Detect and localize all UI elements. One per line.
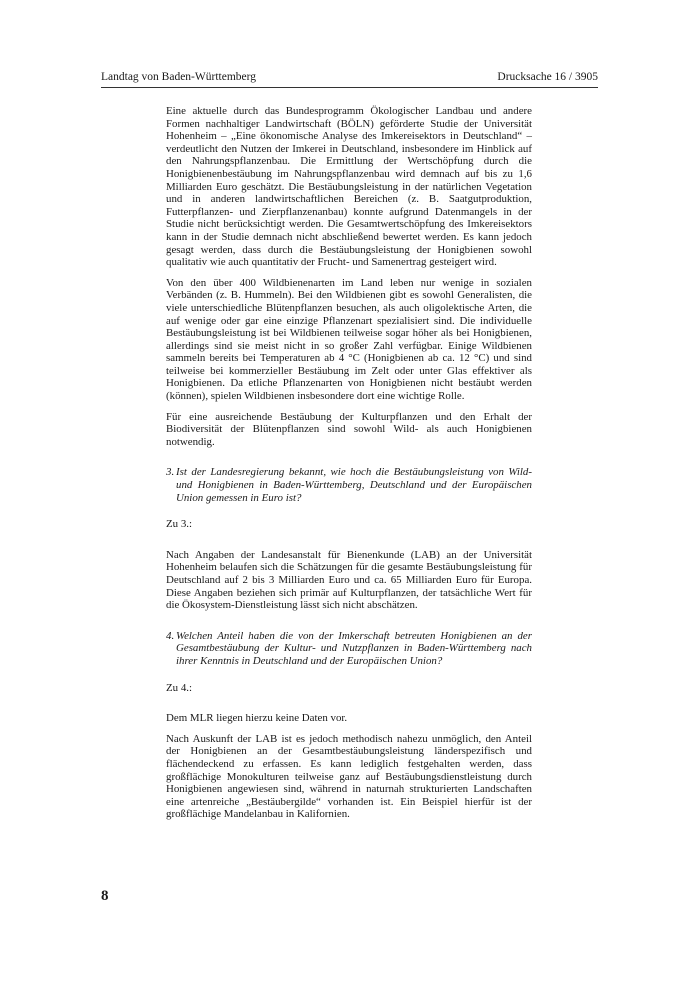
question-3-text: Ist der Landesregierung bekannt, wie hoch die Bestäubungsleistung von Wild- und Honigbienen in Baden-Württemberg, Deutschland und der Europäischen Union gemessen in Euro ist? bbox=[176, 466, 532, 504]
answer-4-text-2: Nach Auskunft der LAB ist es jedoch methodisch nahezu unmöglich, den Anteil der Honigbienen an der Gesamtbestäubungsleistung länderspezifisch und flächendeckend zu erfassen. Es kann lediglich festgehalten werden, dass großflächige Monokulturen teilweise ganz auf Bestäubungsdienstleistung durch Honigbienen angewiesen sind, während in naturnah strukturierten Landschaften eine artenreiche „Bestäubergilde“ vorhanden ist. Ein Beispiel hierfür ist der großflächige Mandelanbau in Kalifornien. bbox=[166, 732, 532, 821]
answer-4-heading: Zu 4.: bbox=[166, 681, 193, 694]
page-number: 8 bbox=[101, 888, 109, 904]
document-body bbox=[166, 105, 532, 829]
header-left: Landtag von Baden-Württemberg bbox=[101, 71, 256, 83]
paragraph-2: Von den über 400 Wildbienenarten im Land leben nur wenige in sozialen Verbänden (z. B. Hummeln). Bei den Wildbienen gibt es sowohl Generalisten, die viele unterschiedliche Blütenpflanzen besuchen, als auch oligolektische Arten, die auf wenige oder gar eine einzige Pflanzenart spezialisiert sind. Die individuelle Bestäubungsleistung ist bei Wildbienen teilweise sogar höher als bei Honigbienen, allerdings sind sie meist nicht in so großer Zahl verfügbar. Einige Wildbienen sammeln bereits bei Temperaturen ab 4 °C (Honigbienen ab ca. 12 °C) und sind teilweise bei kommerzieller Bestäubung im Zelt oder unter Glas effektiver als Honigbienen. Da etliche Pflanzenarten von Honigbienen nicht bestäubt werden (können), spielen Wildbienen insbesondere dort eine wichtige Rolle. bbox=[166, 276, 532, 403]
paragraph-1: Eine aktuelle durch das Bundesprogramm Ökologischer Landbau und andere Formen nachhaltiger Landwirtschaft (BÖLN) geförderte Studie der Universität Hohenheim – „Eine ökonomische Analyse des Imkereisektors in Deutschland“ – verdeutlicht den Nutzen der Imkerei in Deutschland, insbesondere im Hinblick auf den Nahrungspflanzenbau. Die Ermittlung der Wertschöpfung durch die Honigbienenbestäubung im Nahrungspflanzenbau wird demnach auf bis zu 1,6 Milliarden Euro geschätzt. Die Bestäubungsleistung in der natürlichen Vegetation und in anderen landwirtschaftlichen Bereichen (z. B. Saatgutproduktion, Futterpflanzen- und Zierpflanzenanbau) konnte aufgrund Datenmangels in der Studie nicht berücksichtigt werden. Die Gesamtwertschöpfung des Imkereisektors kann in der Studie demnach nicht abschließend bewertet werden. Es kann jedoch gesagt werden, dass durch die Bestäubungsleistung der Honigbienen sowohl qualitativ wie auch quantitativ der Frucht- und Samenertrag gesteigert wird. bbox=[166, 105, 532, 269]
answer-3-heading: Zu 3.: bbox=[166, 518, 193, 531]
question-4 bbox=[166, 630, 532, 668]
question-4-number: 4. bbox=[166, 629, 175, 642]
answer-3-text: Nach Angaben der Landesanstalt für Bienenkunde (LAB) an der Universität Hohenheim belaufen sich die Schätzungen für die gesamte Bestäubungsleistung für Deutschland auf 2 bis 3 Milliarden Euro und ca. 65 Milliarden Euro für Europa. Diese Angaben beziehen sich primär auf Kulturpflanzen, der tatsächliche Wert für die Ökosystem-Dienstleistung lässt sich nicht abschätzen. bbox=[166, 548, 532, 612]
question-3 bbox=[166, 466, 532, 504]
question-3-number: 3. bbox=[166, 466, 175, 479]
paragraph-3: Für eine ausreichende Bestäubung der Kulturpflanzen und den Erhalt der Biodiversität der Blütenpflanzen sind sowohl Wild- als auch Honigbienen notwendig. bbox=[166, 410, 532, 448]
question-4-text: Welchen Anteil haben die von der Imkerschaft betreuten Honigbienen an der Gesamtbestäubung der Kultur- und Nutzpflanzen in Baden-Württemberg nach ihrer Kenntnis in Deutschland und der Europäischen Union? bbox=[176, 629, 532, 667]
answer-4-text-1: Dem MLR liegen hierzu keine Daten vor. bbox=[166, 712, 348, 725]
header-rule bbox=[101, 87, 598, 88]
page-header bbox=[101, 70, 598, 84]
header-right: Drucksache 16 / 3905 bbox=[497, 71, 598, 83]
